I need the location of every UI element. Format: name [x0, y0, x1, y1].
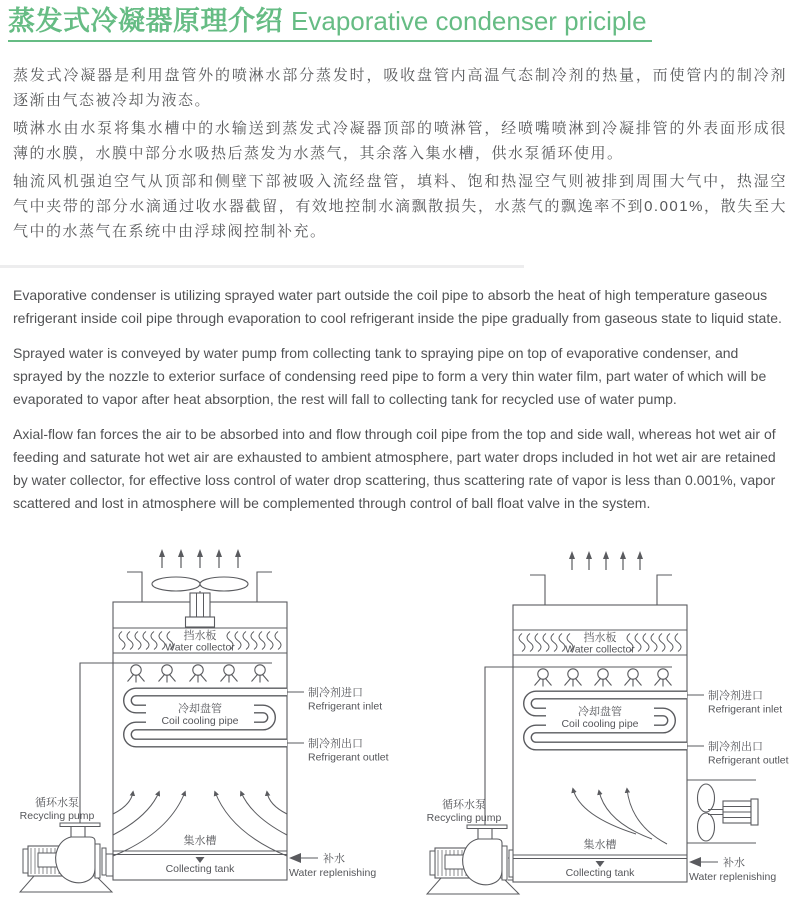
- replenish-arrow-icon: [689, 857, 701, 867]
- paragraph-en-1: Evaporative condenser is utilizing sprayed water part outside the coil pipe to absorb the heat of high temperature gaseous refrigerant inside coil pipe through evaporation to cool refrigerant inside the pipe gradually from gaseous state to liquid state.: [13, 287, 782, 326]
- section-divider: [0, 265, 524, 268]
- water-replenishing: [289, 851, 376, 879]
- water-collector-band: [113, 628, 287, 654]
- leader-lines: [687, 695, 704, 746]
- outlet-label-en: Refrigerant outlet: [708, 754, 789, 767]
- pump-label-cn: 循环水泵: [35, 797, 79, 809]
- pump-label-en: Recycling pump: [426, 812, 502, 824]
- inlet-label-cn: 制冷剂进口: [308, 687, 363, 699]
- paragraph-en-3: Axial-flow fan forces the air to be absorbed into and flow through coil pipe from the top and side wall, whereas hot wet air of feeding and saturate hot wet air are exhausted to ambient atmosphere, part water drops included in hot wet air are retained by water collector, for effective loss control of water drop scattering, thus scattering rate of vapor is less than 0.001%, vapor scattered and lost in atmosphere will be complemented through control of ball float valve in the system.: [13, 426, 776, 511]
- pump-label-en: Recycling pump: [19, 810, 95, 822]
- coil-label-cn: 冷却盘管: [178, 703, 222, 715]
- outlet-label-cn: 制冷剂出口: [308, 738, 363, 750]
- replenish-label-cn: 补水: [323, 853, 345, 865]
- left-diagram-top-fan-condenser: [0, 540, 400, 909]
- tank-label-cn: 集水槽: [183, 835, 217, 847]
- replenish-arrow-icon: [289, 853, 301, 863]
- pump-icon: [20, 823, 112, 892]
- leader-lines: [287, 692, 304, 743]
- page-header: [8, 5, 652, 42]
- recycling-pump: [427, 797, 519, 894]
- paragraph-en-2: Sprayed water is conveyed by water pump from collecting tank to spraying pipe on top of evaporative condenser, and sprayed by the nozzle to exterior surface of condensing reed pipe to form a very thin water film, part water of which will be evaporated to vapor after heat absorption, the rest will fall to collecting tank for recycled use of water pump.: [13, 345, 767, 407]
- page-title-cn: 蒸发式冷凝器原理介绍: [8, 6, 283, 36]
- tank-label-en: Collecting tank: [565, 867, 635, 879]
- right-diagram-side-fan-condenser: [400, 540, 800, 909]
- recycling-pump: [20, 795, 113, 892]
- tank-label-cn: 集水槽: [583, 839, 617, 851]
- coil-label-en: Coil cooling pipe: [161, 715, 239, 727]
- water-collector-label-cn: 挡水板: [183, 630, 217, 642]
- coil-label-en: Coil cooling pipe: [561, 718, 639, 730]
- collecting-tank: [113, 833, 287, 875]
- pump-label-cn: 循环水泵: [442, 799, 486, 811]
- pump-icon: [427, 825, 519, 894]
- paragraph-cn-2: 喷淋水由水泵将集水槽中的水输送到蒸发式冷凝器顶部的喷淋管，经喷嘴喷淋到冷凝排管的外表面形成很薄的水膜，水膜中部分水吸热后蒸发为水蒸气，其余落入集水槽，供水泵循环使用。: [13, 120, 787, 162]
- replenish-label-en: Water replenishing: [689, 871, 777, 883]
- chinese-paragraphs: [13, 63, 787, 247]
- water-collector-label-en: Water collector: [165, 641, 235, 654]
- outlet-label-cn: 制冷剂出口: [708, 741, 763, 753]
- collecting-tank: [513, 837, 687, 879]
- water-collector-band: [513, 630, 687, 656]
- replenish-label-en: Water replenishing: [289, 867, 377, 879]
- coil-label-cn: 冷却盘管: [578, 706, 622, 718]
- inlet-label-cn: 制冷剂进口: [708, 690, 763, 702]
- english-paragraphs: [13, 284, 787, 527]
- coil-pipe: [128, 692, 288, 743]
- spray-nozzle-icons: [128, 665, 269, 683]
- inlet-label-en: Refrigerant inlet: [308, 700, 383, 713]
- water-collector-label-en: Water collector: [565, 643, 635, 656]
- exhaust-arrows-icon: [159, 549, 241, 568]
- inlet-label-en: Refrigerant inlet: [708, 703, 783, 716]
- coil-pipe: [528, 695, 688, 746]
- replenish-label-cn: 补水: [723, 857, 745, 869]
- water-replenishing: [689, 855, 776, 883]
- paragraph-cn-3: 轴流风机强迫空气从顶部和侧壁下部被吸入流经盘管，填料、饱和热湿空气则被排到周围大气中，热湿空气中夹带的部分水滴通过收水器截留，有效地控制水滴飘散损失，水蒸气的飘逸率不到0.001%，散失至大气中的水蒸气在系统中由浮球阀控制补充。: [13, 173, 787, 240]
- page-title-en: Evaporative condenser priciple: [291, 6, 647, 36]
- duct-walls: [530, 575, 672, 605]
- outlet-label-en: Refrigerant outlet: [308, 751, 389, 764]
- spray-nozzle-icons: [535, 669, 672, 687]
- water-collector-label-cn: 挡水板: [583, 632, 617, 644]
- page-title: [8, 5, 652, 37]
- side-fan-icon: [687, 780, 758, 843]
- exhaust-arrows-icon: [569, 551, 643, 570]
- tank-label-en: Collecting tank: [165, 863, 235, 875]
- airflow-arrows: [573, 789, 667, 844]
- paragraph-cn-1: 蒸发式冷凝器是利用盘管外的喷淋水部分蒸发时，吸收盘管内高温气态制冷剂的热量，而使管内的制冷剂逐渐由气态被冷却为液态。: [13, 67, 787, 109]
